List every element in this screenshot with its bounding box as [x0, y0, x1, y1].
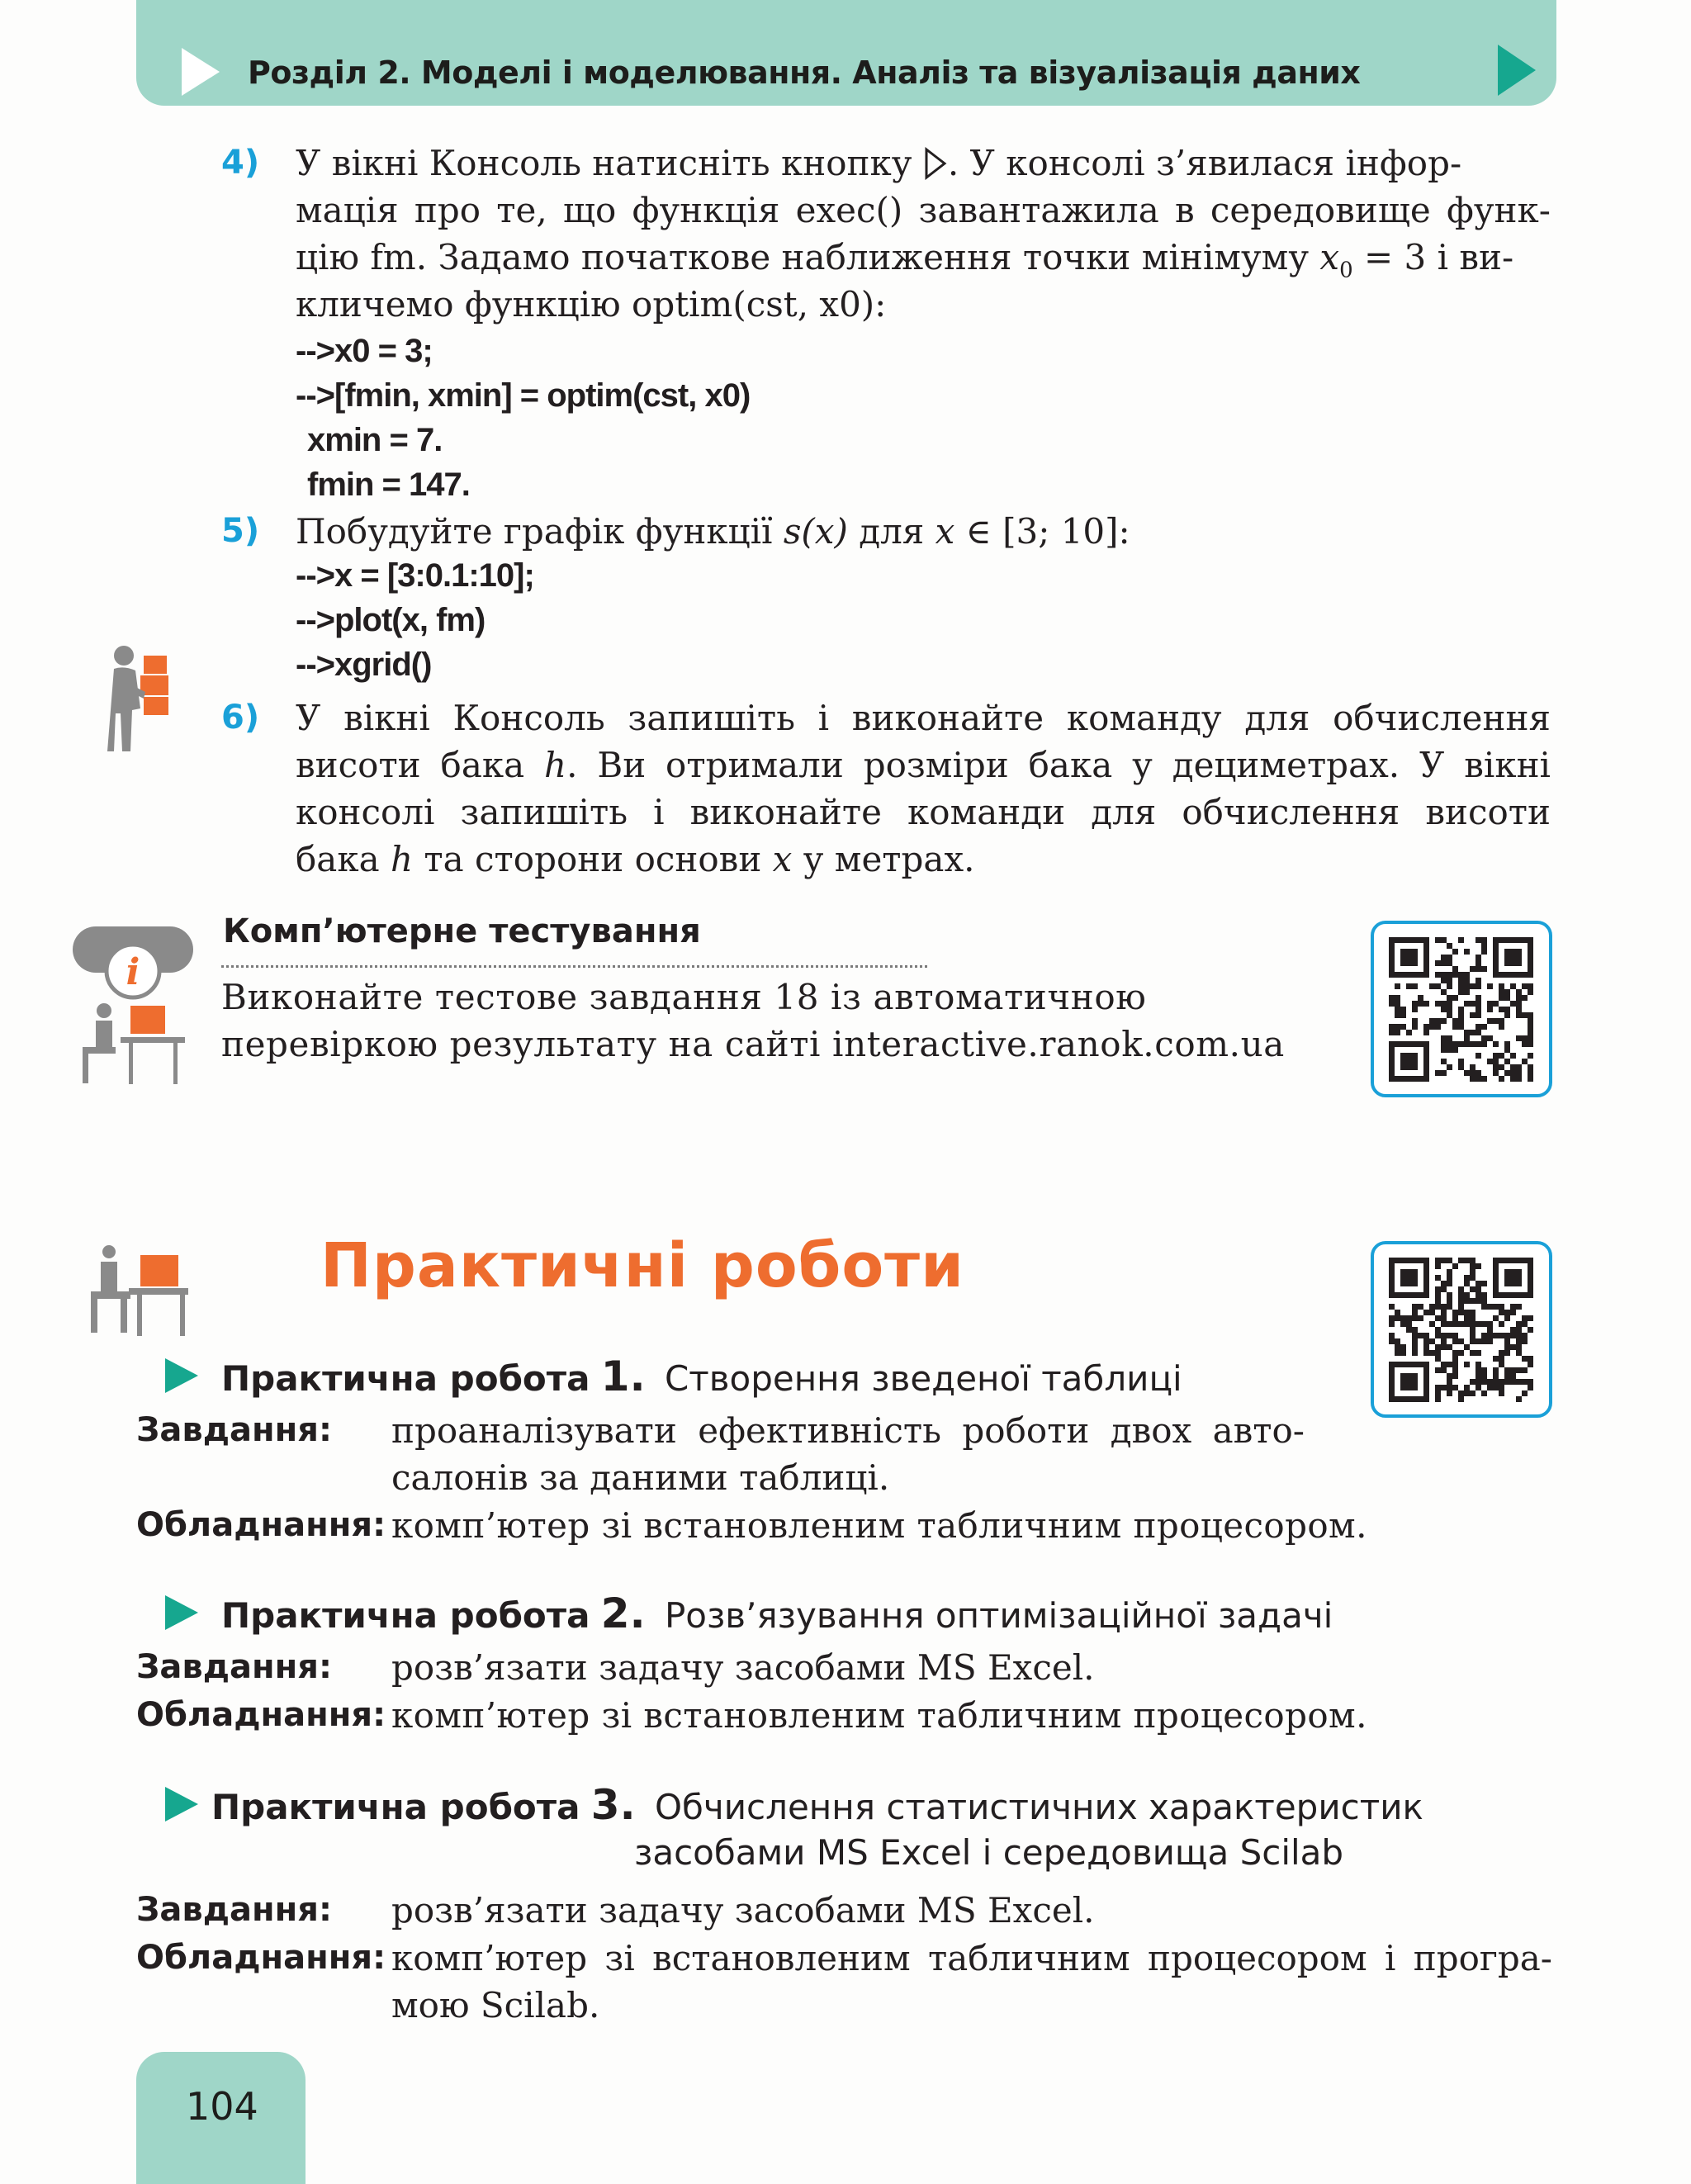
qr-code-icon: [1374, 924, 1549, 1094]
practical-work-title-line2: засобами MS Excel і середовища Scilab: [634, 1832, 1344, 1873]
code-line: -->plot(x, fm): [296, 602, 486, 638]
step-6-text-line4: бака h та сторони основи x у метрах.: [296, 839, 975, 879]
task-text: салонів за даними таблиці.: [391, 1457, 890, 1498]
step-6-text-line1: У вікні Консоль запишіть і виконайте команду для обчислення: [296, 698, 1551, 738]
step-4-text-line1: У вікні Консоль натисніть кнопку . У консолі з’явилася інфор-: [296, 143, 1462, 183]
bullet-arrow-icon: [165, 1787, 198, 1822]
equipment-label: Обладнання:: [136, 1696, 386, 1734]
equipment-label: Обладнання:: [136, 1939, 386, 1977]
practical-work-title: Практична робота 1. Створення зведеної таблиці: [221, 1353, 1182, 1400]
info-divider: [221, 965, 927, 968]
step-6-text-line2: висоти бака h. Ви отримали розміри бака у дециметрах. У вікні: [296, 745, 1551, 785]
info-title: Комп’ютерне тестування: [223, 912, 701, 950]
task-text: розв’язати задачу засобами MS Excel.: [391, 1890, 1095, 1931]
step-number: 5): [221, 512, 260, 550]
computer-user-icon: [89, 1245, 188, 1340]
info-letter: i: [126, 951, 140, 993]
play-outline-icon: [923, 147, 948, 180]
qr-code-link[interactable]: [1371, 1241, 1552, 1418]
task-text: проаналізувати ефективність роботи двох авто-: [391, 1410, 1305, 1451]
code-line: -->xgrid(): [296, 647, 432, 683]
bullet-arrow-icon: [165, 1358, 198, 1393]
step-number: 4): [221, 144, 260, 182]
equipment-text: комп’ютер зі встановленим табличним процесором.: [391, 1505, 1367, 1546]
header-right-arrow-icon: [1496, 43, 1537, 97]
equipment-label: Обладнання:: [136, 1506, 386, 1544]
page-number: 104: [186, 2084, 258, 2129]
code-line: fmin = 147.: [307, 467, 470, 503]
equipment-text: комп’ютер зі встановленим табличним процесором і програ-: [391, 1938, 1552, 1978]
qr-code-icon: [1374, 1244, 1549, 1414]
qr-code-link[interactable]: [1371, 921, 1552, 1097]
step-5-text-line1: Побудуйте графік функції s(x) для x ∈ [3; 10]:: [296, 511, 1130, 552]
code-line: -->x0 = 3;: [296, 333, 433, 369]
task-label: Завдання:: [136, 1891, 332, 1929]
task-text: розв’язати задачу засобами MS Excel.: [391, 1647, 1095, 1688]
code-line: xmin = 7.: [307, 422, 443, 458]
equipment-text: комп’ютер зі встановленим табличним процесором.: [391, 1695, 1367, 1736]
info-computer-user-icon: [71, 923, 195, 1088]
step-4-text-line4: кличемо функцію optim(cst, x0):: [296, 284, 887, 325]
info-text-line2: перевіркою результату на сайті interactive.ranok.com.ua: [221, 1024, 1285, 1064]
practical-work-title: Практична робота 3. Обчислення статистичних характеристик: [211, 1781, 1423, 1829]
equipment-text: мою Scilab.: [391, 1985, 600, 2025]
section-heading: Практичні роботи: [320, 1230, 964, 1301]
bullet-arrow-icon: [165, 1595, 198, 1630]
step-4-text-line2: мація про те, що функція exec() завантажила в середовище функ-: [296, 190, 1551, 230]
step-4-text-line3: цію fm. Задамо початкове наближення точки мінімуму $x_0 = 3$ і ви-: [296, 237, 1514, 283]
info-text-line1: Виконайте тестове завдання 18 із автоматичною: [221, 977, 1147, 1017]
code-line: -->x = [3:0.1:10];: [296, 557, 534, 594]
task-label: Завдання:: [136, 1411, 332, 1449]
chapter-title: Розділ 2. Моделі і моделювання. Аналіз та візуалізація даних: [248, 54, 1361, 91]
code-line: -->[fmin, xmin] = optim(cst, x0): [296, 377, 751, 414]
task-label: Завдання:: [136, 1648, 332, 1686]
step-number: 6): [221, 699, 260, 737]
header-left-arrow-icon: [180, 46, 221, 97]
practical-work-title: Практична робота 2. Розв’язування оптимізаційної задачі: [221, 1589, 1333, 1637]
step-6-text-line3: консолі запишіть і виконайте команди для обчислення висоти: [296, 792, 1551, 832]
person-carrying-boxes-icon: [107, 644, 173, 760]
